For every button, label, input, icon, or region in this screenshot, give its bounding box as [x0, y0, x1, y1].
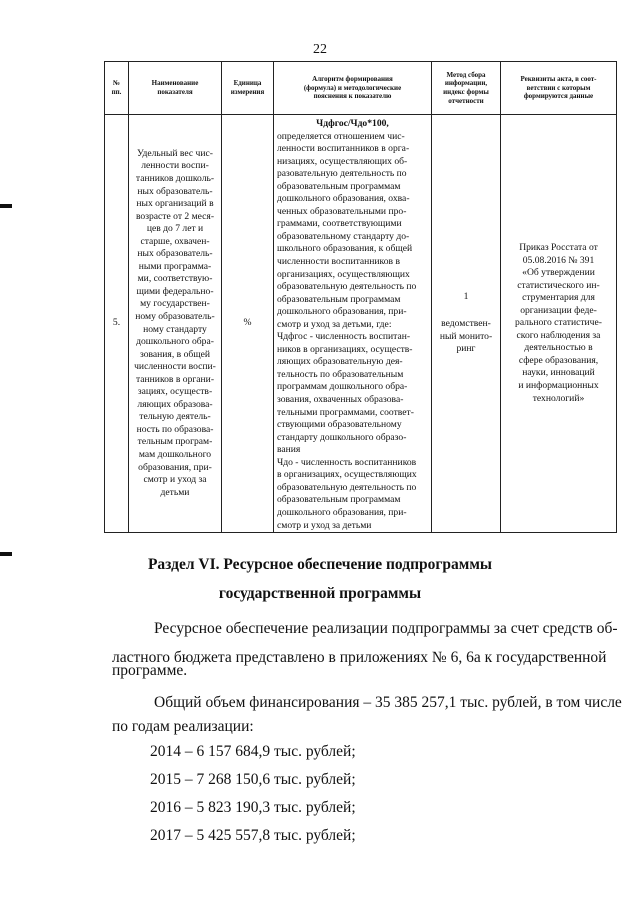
- year-funding-line: 2014 – 6 157 684,9 тыс. рублей;: [150, 743, 356, 760]
- unit-of-measure: %: [222, 115, 274, 533]
- section-title-line2: государственной программы: [218, 585, 422, 602]
- method-index: 1: [463, 291, 469, 303]
- method-cell: [432, 115, 501, 533]
- section-title: Раздел VI. Ресурсное обеспечение подпрограммы: [147, 556, 493, 573]
- indicator-table: [104, 61, 617, 533]
- indicator-name: Удельный вес чис- ленности воспи- танников дошколь- ных образователь- ных организаций в возрасте от 2 меся- цев до 7 лет и старше, охвачен- ных образователь- ными программа- ми, соответствую- щими федерально- му государствен- ному образователь- ному стандарту дошкольного обра- зования, в общей численности воспи- танников в органи- зациях, осуществ- ляющих образова- тельную деятель- ность по образова- тельным програм- мам дошкольного образования, при- смотр и уход за детьми: [129, 115, 222, 533]
- table-row: [105, 115, 617, 533]
- header-indicator-name: Наименование показателя: [129, 62, 222, 115]
- page-number: 22: [313, 42, 327, 57]
- header-algorithm: Алгоритм формирования (формула) и методологические пояснения к показателю: [274, 62, 432, 115]
- year-funding-line: 2015 – 7 268 150,6 тыс. рублей;: [150, 771, 356, 788]
- header-requisites: Реквизиты акта, в соот- ветствии с которым формируются данные: [501, 62, 617, 115]
- method-text: ведомствен- ный монито- ринг: [439, 317, 493, 355]
- algorithm-cell: [274, 115, 432, 533]
- paragraph-line: по годам реализации:: [112, 718, 254, 735]
- paragraph-line: [112, 656, 622, 686]
- year-funding-line: 2017 – 5 425 557,8 тыс. рублей;: [150, 827, 356, 844]
- paragraph-line-text: программе.: [112, 662, 188, 679]
- table-header-row: [105, 62, 617, 115]
- header-method: Метод сбора информации, индекс формы отчетности: [432, 62, 501, 115]
- scan-edge-mark: [0, 204, 12, 208]
- header-number: № пп.: [105, 62, 129, 115]
- paragraph-line: Ресурсное обеспечение реализации подпрограммы за счет средств об-: [154, 620, 618, 637]
- paragraph-line: Общий объем финансирования – 35 385 257,1 тыс. рублей, в том числе: [154, 694, 622, 711]
- header-unit: Единица измерения: [222, 62, 274, 115]
- formula: Чдфгос/Чдо*100,: [316, 118, 389, 129]
- row-number: 5.: [105, 115, 129, 533]
- year-funding-line: 2016 – 5 823 190,3 тыс. рублей;: [150, 799, 356, 816]
- paragraph-line: ластного бюджета представлено в приложениях № 6, 6а к государственной: [112, 649, 607, 666]
- algorithm-text: определяется отношением чис- ленности воспитанников в орга- низациях, осуществляющих об- разовательную деятельность по образовательным программам дошкольного образования, охва- ченных образовательными про- граммами, соответствующими образовательному стандарту до- школьного образования, к общей численности воспитанников в организациях, осуществляющих образовательную деятельность по образовательным программам дошкольного образования, при- смотр и уход за детьми, где: Чдфгос - численность воспитан- ников в организациях, осуществ- ляющих образовательную дея- тельность по образовательным программам дошкольного обра- зования, охваченных образова- тельными программами, соответ- ствующими образовательному стандарту дошкольного образо- вания Чдо - численность воспитанников в организациях, осуществляющих образовательную деятельность по образовательным программам дошкольного образования, при- смотр и уход за детьми: [277, 130, 417, 531]
- requisites: Приказ Росстата от 05.08.2016 № 391 «Об утверждении статистического ин- струментария для организации феде- рального статистиче- ского наблюдения за деятельностью в сфере образования, науки, инноваций и информационных технологий»: [501, 115, 617, 533]
